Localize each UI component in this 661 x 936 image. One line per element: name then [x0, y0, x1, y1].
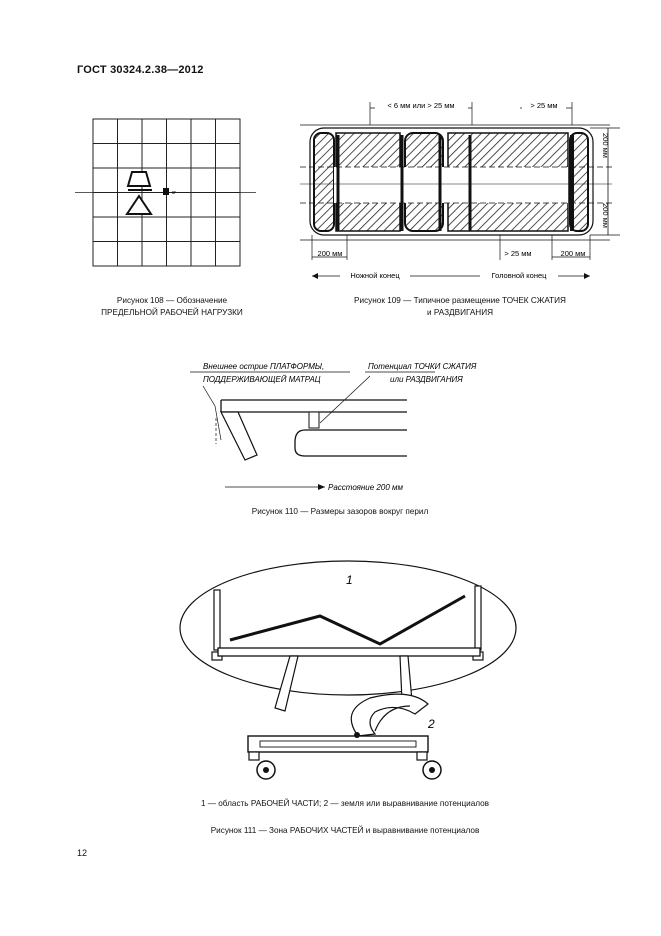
figure-108-caption: Рисунок 108 — Обозначение ПРЕДЕЛЬНОЙ РАБОЧЕЙ НАГРУЗКИ	[101, 296, 243, 317]
distance-label: Расстояние 200 мм	[328, 483, 403, 492]
figure-111-legend: 1 — область РАБОЧЕЙ ЧАСТИ; 2 — земля или выравнивание потенциалов	[200, 799, 490, 808]
pinch-point-label-2: или РАЗДВИГАНИЯ	[390, 375, 463, 384]
head-end-label: Головной конец	[491, 271, 547, 280]
platform-edge-label-1: Внешнее острие ПЛАТФОРМЫ,	[203, 362, 325, 371]
zone-label-2: 2	[428, 717, 435, 731]
figure-111-applied-part-zone	[170, 556, 530, 796]
dim-top-right: > 25 мм	[530, 101, 558, 110]
dim-right-top: 200 мм	[601, 133, 610, 158]
dim-bottom-mid: > 25 мм	[504, 249, 532, 258]
zone-label-1: 1	[346, 573, 353, 587]
platform-edge-label-2: ПОДДЕРЖИВАЮЩЕЙ МАТРАЦ	[203, 375, 321, 384]
load-unit-label: кг	[172, 190, 177, 196]
dim-right-bottom: 200 мм	[601, 203, 610, 228]
foot-end-label: Ножной конец	[350, 271, 400, 280]
figure-110-gap-dimensions	[185, 358, 477, 498]
pinch-point-label-1: Потенциал ТОЧКИ СЖАТИЯ	[368, 362, 477, 371]
dim-top-left: < 6 мм или > 25 мм	[387, 101, 455, 110]
figure-108-load-symbol	[72, 115, 262, 270]
figure-110-caption: Рисунок 110 — Размеры зазоров вокруг перил	[251, 507, 429, 516]
figure-111-caption: Рисунок 111 — Зона РАБОЧИХ ЧАСТЕЙ и выравнивание потенциалов	[210, 826, 480, 835]
figure-109-caption: Рисунок 109 — Типичное размещение ТОЧЕК СЖАТИЯ и РАЗДВИГАНИЯ	[354, 296, 566, 317]
figure-109-pinch-points	[290, 95, 630, 295]
dim-bottom-left: 200 мм	[317, 249, 343, 258]
document-header: ГОСТ 30324.2.38—2012	[77, 64, 204, 76]
page-number: 12	[77, 848, 88, 858]
dim-bottom-right: 200 мм	[560, 249, 586, 258]
